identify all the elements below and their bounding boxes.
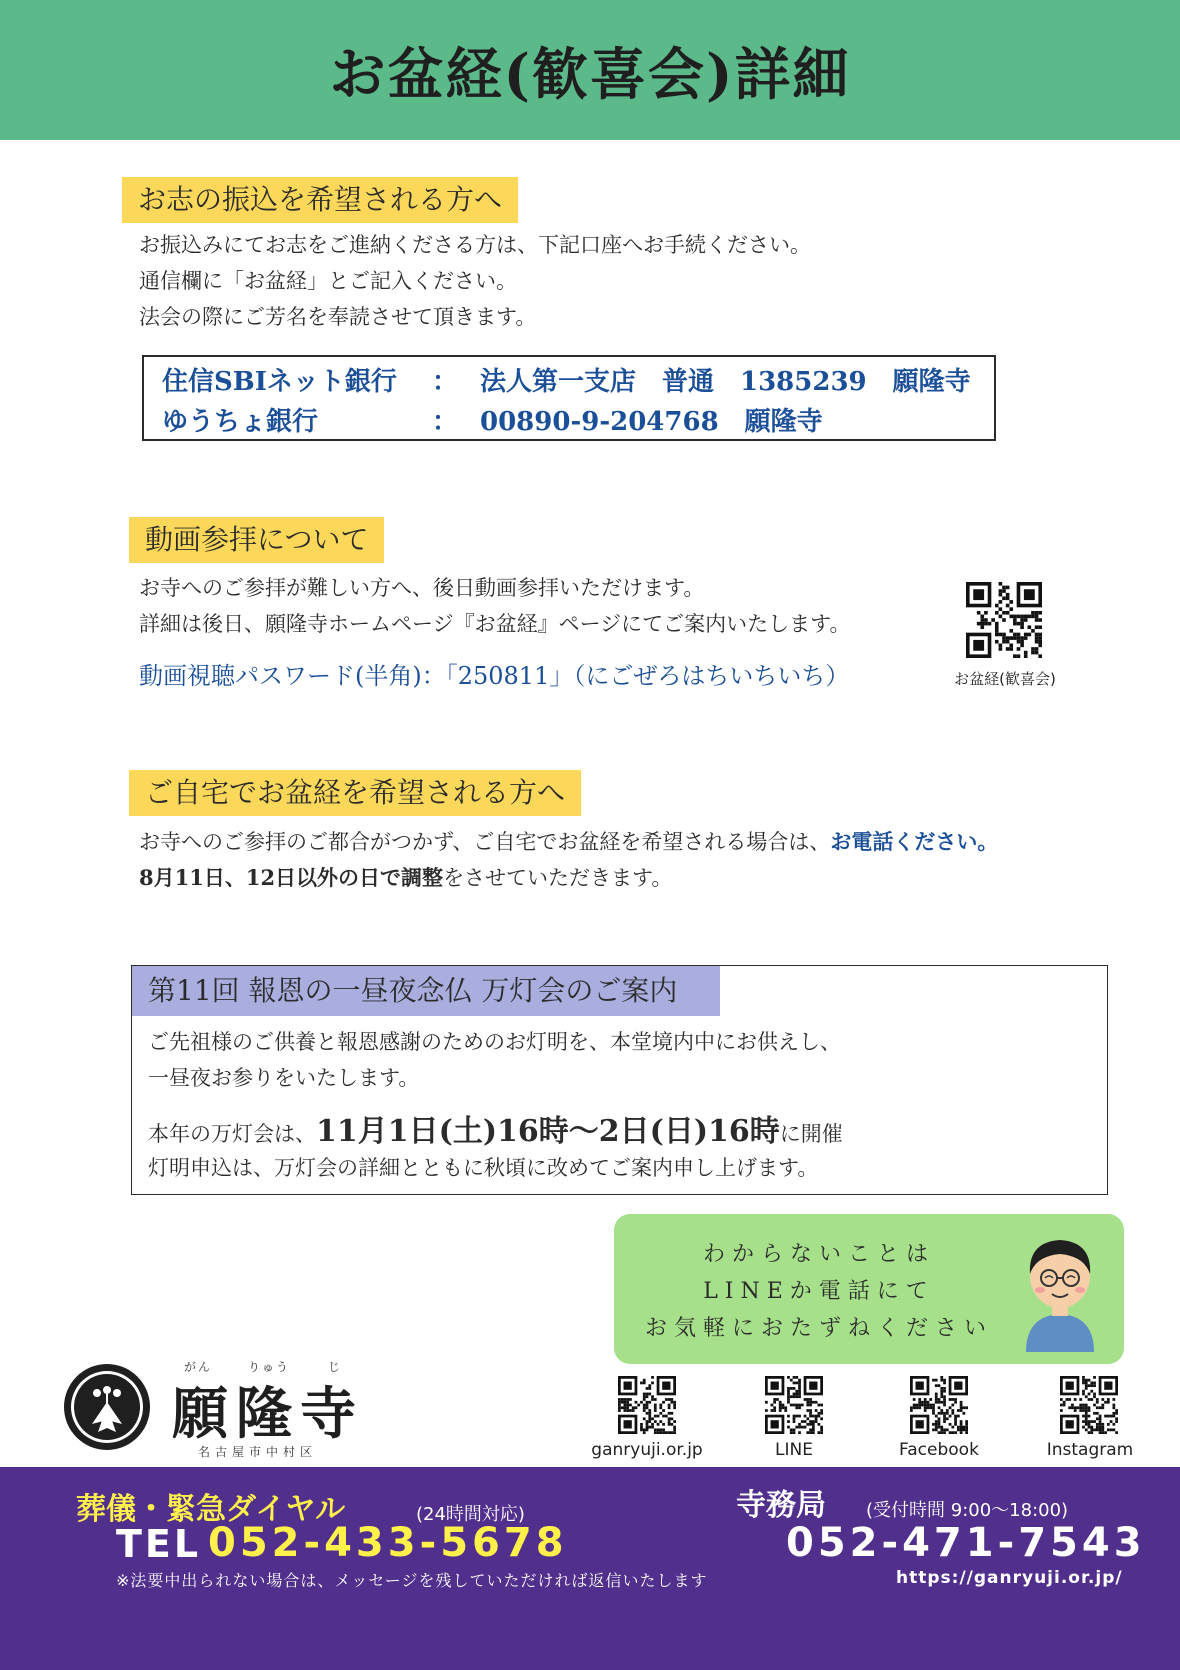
page-title: お盆経(歓喜会)詳細: [329, 42, 851, 108]
footer-note: ※法要中出られない場合は、メッセージを残していただければ返信いたします: [116, 1571, 708, 1590]
emergency-note: (24時間対応): [416, 1504, 525, 1525]
schedule-pre: 本年の万灯会は、: [148, 1122, 316, 1146]
person-icon: [1012, 1228, 1108, 1352]
temple-name: 願隆寺: [172, 1381, 364, 1447]
date-emphasis: 8月11日、12日以外の日で調整: [139, 865, 444, 890]
text-line: 詳細は後日、願隆寺ホームページ『お盆経』ページにてご案内いたします。: [139, 612, 851, 636]
section-title-home: ご自宅でお盆経を希望される方へ: [129, 770, 581, 816]
qr-code-icon[interactable]: [618, 1376, 676, 1434]
section-title-furikomi: お志の振込を希望される方へ: [122, 177, 518, 223]
text-line: 一昼夜お参りをいたします。: [148, 1066, 420, 1090]
text-line: お寺へのご参拝が難しい方へ、後日動画参拝いただけます。: [139, 576, 705, 600]
qr-code-icon[interactable]: [910, 1376, 968, 1434]
emergency-phone[interactable]: 052-433-5678: [208, 1520, 568, 1566]
office-phone[interactable]: 052-471-7543: [786, 1520, 1146, 1566]
bank-name: ゆうちょ銀行: [162, 407, 319, 437]
section-title-video: 動画参拝について: [129, 517, 384, 563]
schedule-post: に開催: [779, 1122, 843, 1146]
video-text: [139, 570, 850, 642]
sns-label-website[interactable]: ganryuji.or.jp: [591, 1440, 703, 1460]
qr-code-icon[interactable]: [765, 1376, 823, 1434]
office-title: 寺務局: [736, 1488, 826, 1523]
text-line: お気軽におたずねください: [644, 1316, 993, 1341]
ruby-text: じ: [328, 1360, 343, 1374]
text-line: 通信欄に「お盆経」とご記入ください。: [139, 269, 517, 293]
bank-account-box: [142, 355, 996, 441]
sns-label-line[interactable]: LINE: [775, 1440, 813, 1460]
temple-crest-icon: [62, 1362, 152, 1452]
text-line: をさせていただきます。: [443, 866, 673, 890]
text-line: わからないことは: [702, 1242, 935, 1267]
sns-label-facebook[interactable]: Facebook: [899, 1440, 979, 1460]
bank-colon: ：: [432, 367, 459, 397]
text-line: ご先祖様のご供養と報恩感謝のためのお灯明を、本堂境内中にお供えし、: [148, 1030, 841, 1054]
home-text: [139, 824, 998, 896]
schedule-date: 11月1日(土)16時～2日(日)16時: [316, 1114, 780, 1149]
bank-detail: 法人第一支店 普通 1385239 願隆寺: [480, 367, 971, 397]
ruby-text: りゅう: [248, 1360, 291, 1374]
ruby-text: がん: [184, 1360, 213, 1374]
mantokai-text: [148, 1024, 841, 1096]
bank-name: 住信SBIネット銀行: [162, 367, 397, 397]
qr-code-icon[interactable]: [966, 582, 1042, 658]
temple-location: 名古屋市中村区: [198, 1445, 318, 1459]
mantokai-schedule: [148, 1112, 843, 1154]
emergency-title: 葬儀・緊急ダイヤル: [76, 1492, 346, 1527]
video-password: 動画視聴パスワード(半角)：「250811」（にごぜろはちいちいち）: [139, 662, 850, 690]
mantokai-last-line: 灯明申込は、万灯会の詳細とともに秋頃に改めてご案内申し上げます。: [148, 1156, 819, 1180]
sns-label-instagram[interactable]: Instagram: [1046, 1440, 1134, 1460]
furikomi-text: [139, 227, 811, 335]
qr-code-icon[interactable]: [1060, 1376, 1118, 1434]
text-line: LINEか電話にて: [703, 1279, 935, 1304]
tel-prefix: TEL: [116, 1522, 202, 1566]
website-url[interactable]: https://ganryuji.or.jp/: [896, 1568, 1123, 1588]
qr-label-obon: お盆経(歓喜会): [954, 670, 1056, 688]
call-us-text: お電話ください。: [830, 829, 999, 854]
bank-colon: ：: [432, 407, 459, 437]
text-line: お寺へのご参拝のご都合がつかず、ご自宅でお盆経を希望される場合は、: [139, 830, 831, 854]
section-title-mantokai: 第11回 報恩の一昼夜念仏 万灯会のご案内: [132, 966, 720, 1016]
text-line: 法会の際にご芳名を奉読させて頂きます。: [139, 305, 537, 329]
text-line: お振込みにてお志をご進納くださる方は、下記口座へお手続ください。: [139, 233, 811, 257]
contact-bubble-text: [614, 1236, 1024, 1347]
office-hours: (受付時間 9:00～18:00): [866, 1500, 1069, 1521]
bank-detail: 00890-9-204768 願隆寺: [480, 407, 823, 437]
